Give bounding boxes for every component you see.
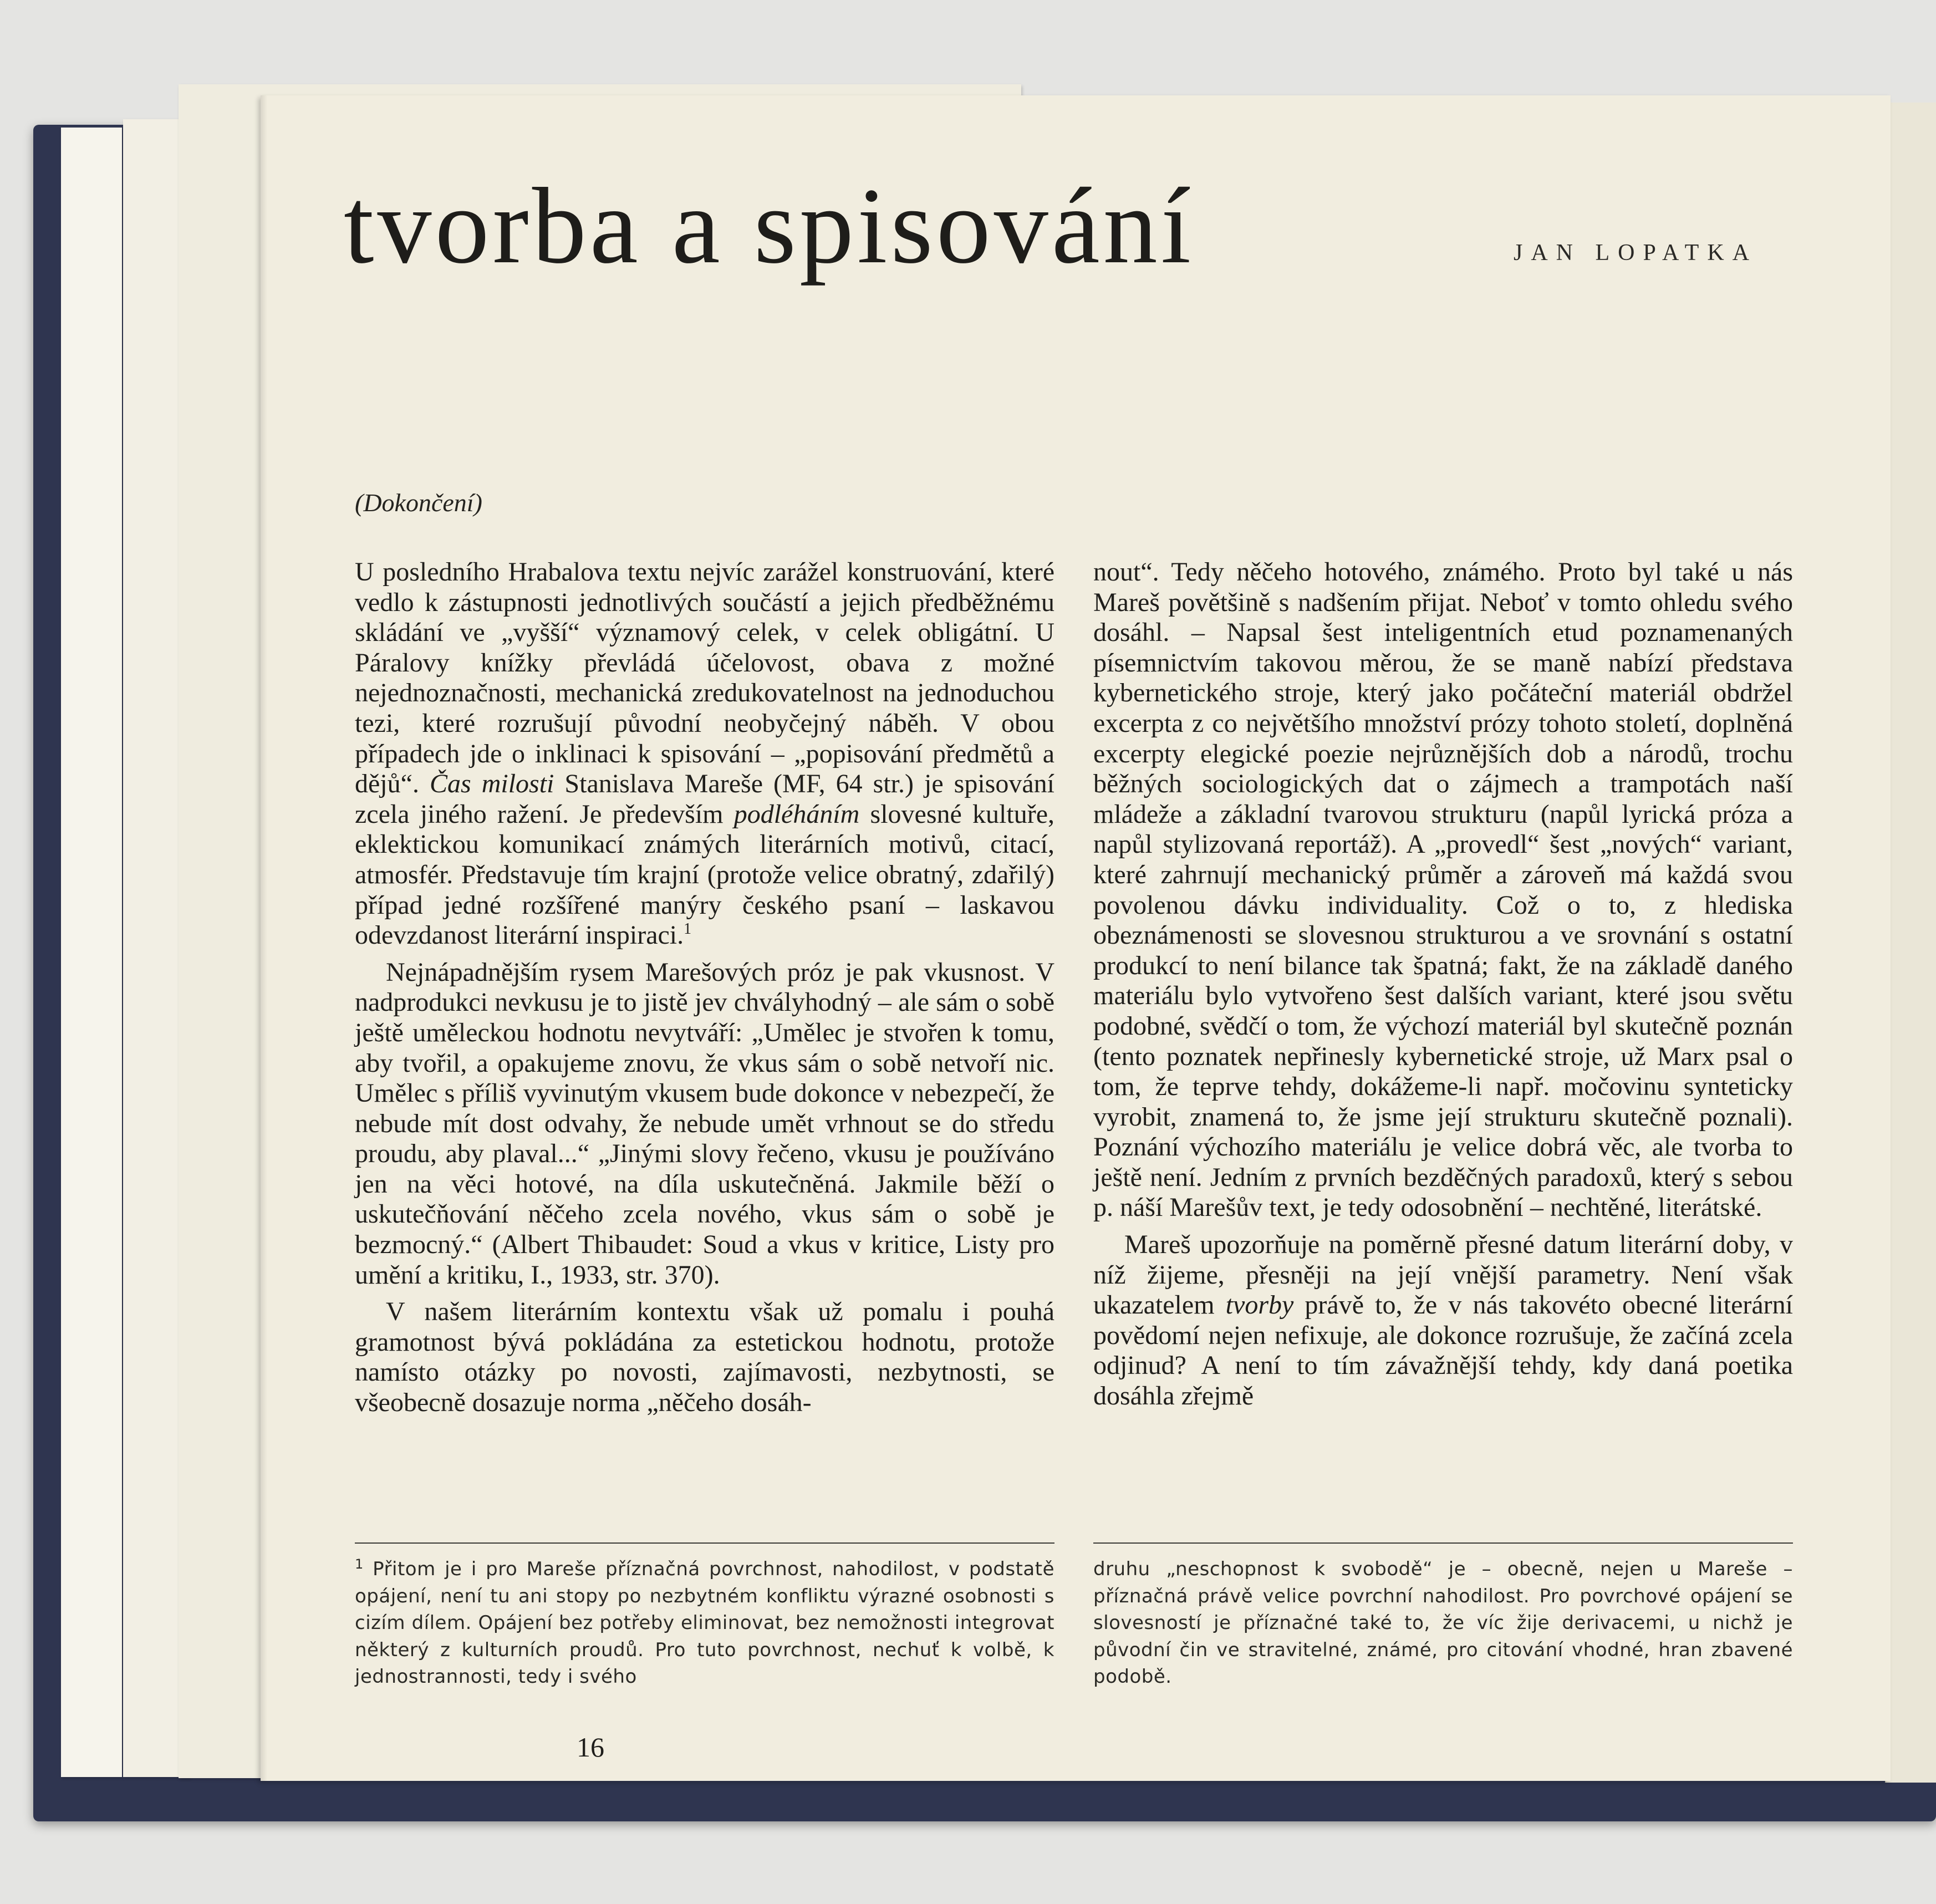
footnote-left [355,1556,1054,1691]
page-number: 16 [577,1732,604,1763]
footnote-right: druhu „neschopnost k svobodě“ je – obecně, nejen u Mareše – příznačná právě velice povrchní nahodilost. Pro povrchové opájení se slovesností je příznačné také to, že víc žije derivacemi, u nichž je původní čin ve stravitelné, známé, pro citování vhodné, hran zbavené podobě. [1093,1558,1793,1688]
emphasis-italic: podléháním [733,799,860,829]
paragraph-text: Mareš upozorňuje na poměrně přesné datum literární doby, v níž žijeme, přesněji na její vnější parametry. Není však ukazatelem [1093,1230,1793,1320]
paragraph: V našem literárním kontextu však už pomalu i pouhá gramotnost bývá pokládána za estetickou hodnotu, protože namísto otázky po novosti, zajímavosti, nezbytnosti, se všeobecně dosazuje norma „něčeho dosáh- [355,1297,1054,1418]
text-column-right [1093,557,1793,1412]
footnote-rule [1093,1542,1793,1544]
paragraph: nout“. Tedy něčeho hotového, známého. Proto byl také u nás Mareš povětšině s nadšením přijat. Neboť v tomto ohledu svého dosáhl. – Napsal šest inteligentních etud poznamenaných písemnictvím takovou měrou, že se maně nabízí představa kybernetického stroje, který jako počáteční materiál obdržel excerpta z co největšího množství prózy tohoto století, doplněná excerpty elegické poezie nejrůznějších dob a národů, trochu běžných sociologických dat o zájmech a trampotách naší mládeže a základní tvarovou strukturu (napůl lyrická próza a napůl stylizovaná reportáž). A „provedl“ šest „nových“ variant, které zahrnují mechanický průměr a zároveň má každá svou povolenou dávku individuality. Což o to, z hlediska obeznámenosti se slovesnou strukturou a ve srovnání s ostatní produkcí to není bilance tak špatná; fakt, že na základě daného materiálu bylo vytvořeno šest dalších variant, které jsou světu podobné, svědčí o tom, že výchozí materiál byl skutečně poznán (tento poznatek nepřinesly kybernetické stroje, už Marx psal o tom, že teprve tehdy, dokážeme-li např. močovinu synteticky vyrobit, znamená to, že jsme její strukturu skutečně poznali). Poznání výchozího materiálu je velice dobrá věc, ale tvorba to ještě není. Jedním z prvních bezděčných paradoxů, který s sebou p. náší Marešův text, je tedy odosobnění – nechtěné, literátské. [1093,557,1793,1223]
paragraph-text: slovesné kultuře, eklektickou komunikací známých literárních motivů, citací, atmosfér. Představuje tím krajní (protože velice obratný, zdařilý) případ jedné rozšířené manýry českého psaní – laskavou odevzdanost literární inspiraci. [355,799,1055,950]
footnote-text: Přitom je i pro Mareše příznačná povrchnost, nahodilost, v podstatě opájení, není tu ani stopy po nezbytném konfliktu výrazné osobnosti s cizím dílem. Opájení bez potřeby eliminovat, bez nemožnosti integrovat některý z kulturních proudů. Pro tuto povrchnost, nechuť k volbě, k jednostrannosti, tedy i svého [355,1558,1054,1688]
book-title-italic: Čas milosti [429,769,554,799]
paragraph [1093,1230,1793,1412]
continued-label: (Dokončení) [355,488,482,517]
paragraph: Nejnápadnějším rysem Marešových próz je pak vkusnost. V nadprodukci nevkusu je to jistě jev chvályhodný – ale sám o sobě ještě uměleckou hodnotu nevytváří: „Umělec je stvořen k tomu, aby tvořil, a opakujeme znovu, že vkus sám o sobě netvoří nic. Umělec s příliš vyvinutým vkusem bude dokonce v nebezpečí, že nebude mít dost odvahy, že nebude umět vrhnout se do středu proudu, aby plaval...“ „Jinými slovy řečeno, vkusu je používáno jen na věci hotové, na díla uskutečněná. Jakmile běží o uskutečňování něčeho zcela nového, vkus sám o sobě je bezmocný.“ (Albert Thibaudet: Soud a vkus v kritice, Listy pro umění a kritiku, I., 1933, str. 370). [355,957,1054,1290]
footnote-rule [355,1542,1054,1544]
page-gutter-shadow [261,95,267,1781]
footnote-marker: 1 [355,1556,364,1572]
text-column-left [355,557,1054,1418]
article-title: tvorba a spisování [344,166,1195,286]
footnote-reference: 1 [684,920,692,938]
paragraph-text: U posledního Hrabalova textu nejvíc zarážel konstruování, které vedlo k zástupnosti jednotlivých součástí a jejich předběžnému skládání ve „vyšší“ významový celek, v celek obligátní. U Páralovy knížky převládá účelovost, obava z možné nejednoznačnosti, mechanická zredukovatelnost na jednoduchou tezi, které rozrušují původní neobyčejný náběh. V obou případech jde o inklinaci k spisování – „popisování předmětů a dějů“. [355,557,1054,799]
paragraph [355,557,1054,951]
page-leaf [61,128,122,1777]
emphasis-italic: tvorby [1225,1290,1294,1320]
paragraph-text: Stanislava Mareše (MF, 64 str.) je spisování zcela jiného ražení. Je především [355,769,1054,829]
facing-page-edge [1885,103,1936,1783]
paragraph-text: právě to, že v nás takovéto obecné literární povědomí nejen nefixuje, ale dokonce rozrušuje, že začíná zcela odjinud? A není to tím závažnější tehdy, kdy daná poetika dosáhla zřejmě [1093,1290,1794,1411]
article-author: JAN LOPATKA [1514,240,1757,266]
